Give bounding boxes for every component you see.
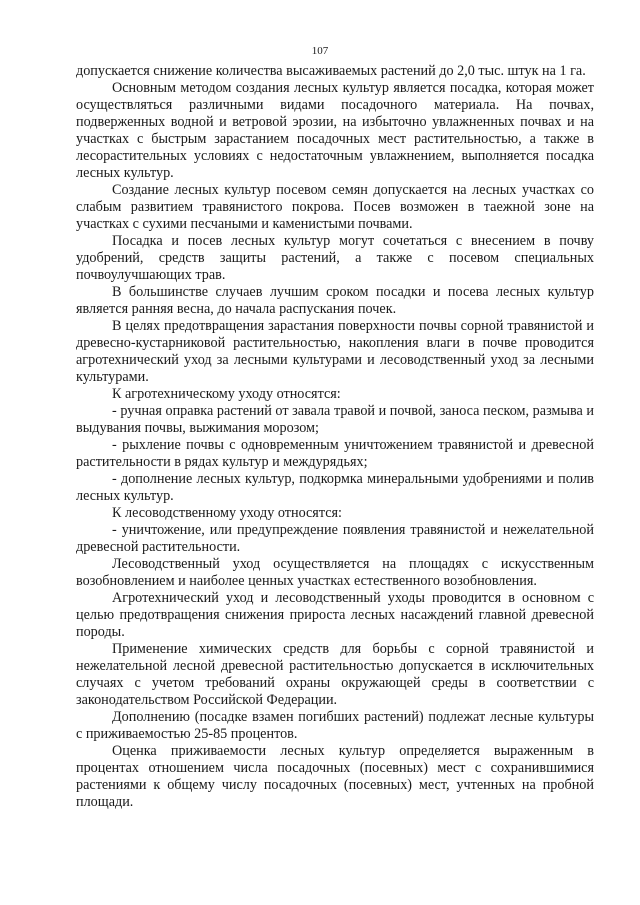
paragraph: К лесоводственному уходу относятся: [112,505,342,521]
paragraph: допускается снижение количества высаживаемых растений до 2,0 тыс. штук на 1 га. [76,63,586,79]
paragraph: Дополнению (посадке взамен погибших растений) подлежат лесные культуры с приживаемостью 25-85 процентов. [76,709,594,742]
paragraph: Посадка и посев лесных культур могут сочетаться с внесением в почву удобрений, средств защиты растений, а также с посевом специальных почвоулучшающих трав. [76,233,594,283]
paragraph: К агротехническому уходу относятся: [112,386,341,402]
paragraph: Создание лесных культур посевом семян допускается на лесных участках со слабым развитием травянистого покрова. Посев возможен в таежной зоне на участках с сухими песчаными и каменистыми почвами. [76,182,594,232]
document-body [76,63,594,811]
paragraph: В целях предотвращения зарастания поверхности почвы сорной травянистой и древесно-кустарниковой растительностью, накопления влаги в почве проводится агротехнический уход за лесными культурами и лесоводственный уход за лесными культурами. [76,318,594,385]
list-item: - рыхление почвы с одновременным уничтожением травянистой и древесной растительности в рядах культур и междурядьях; [76,437,594,470]
page-number: 107 [311,45,329,57]
paragraph: Агротехнический уход и лесоводственный уходы проводится в основном с целью предотвращения снижения прироста лесных насаждений главной древесной породы. [76,590,594,640]
list-item: - уничтожение, или предупреждение появления травянистой и нежелательной древесной растительности. [76,522,594,555]
paragraph: В большинстве случаев лучшим сроком посадки и посева лесных культур является ранняя весна, до начала распускания почек. [76,284,594,317]
paragraph: Оценка приживаемости лесных культур определяется выраженным в процентах отношением числа посадочных (посевных) мест с сохранившимися растениями к общему числу посадочных (посевных) мест, учтенных на пробной площади. [76,743,594,810]
paragraph: Основным методом создания лесных культур является посадка, которая может осуществляться различными видами посадочного материала. На почвах, подверженных водной и ветровой эрозии, на избыточно увлажненных почвах и на участках с быстрым зарастанием посадочных мест растительностью, а также в лесорастительных условиях с недостаточным увлажнением, выполняется посадка лесных культур. [76,80,594,181]
paragraph: Применение химических средств для борьбы с сорной травянистой и нежелательной лесной древесной растительностью допускается в исключительных случаях с учетом требований охраны окружающей среды в соответствии с законодательством Российской Федерации. [76,641,594,708]
list-item: - дополнение лесных культур, подкормка минеральными удобрениями и полив лесных культур. [76,471,594,504]
paragraph: Лесоводственный уход осуществляется на площадях с искусственным возобновлением и наиболее ценных участках естественного возобновления. [76,556,594,589]
list-item: - ручная оправка растений от завала травой и почвой, заноса песком, размыва и выдувания почвы, выжимания морозом; [76,403,594,436]
